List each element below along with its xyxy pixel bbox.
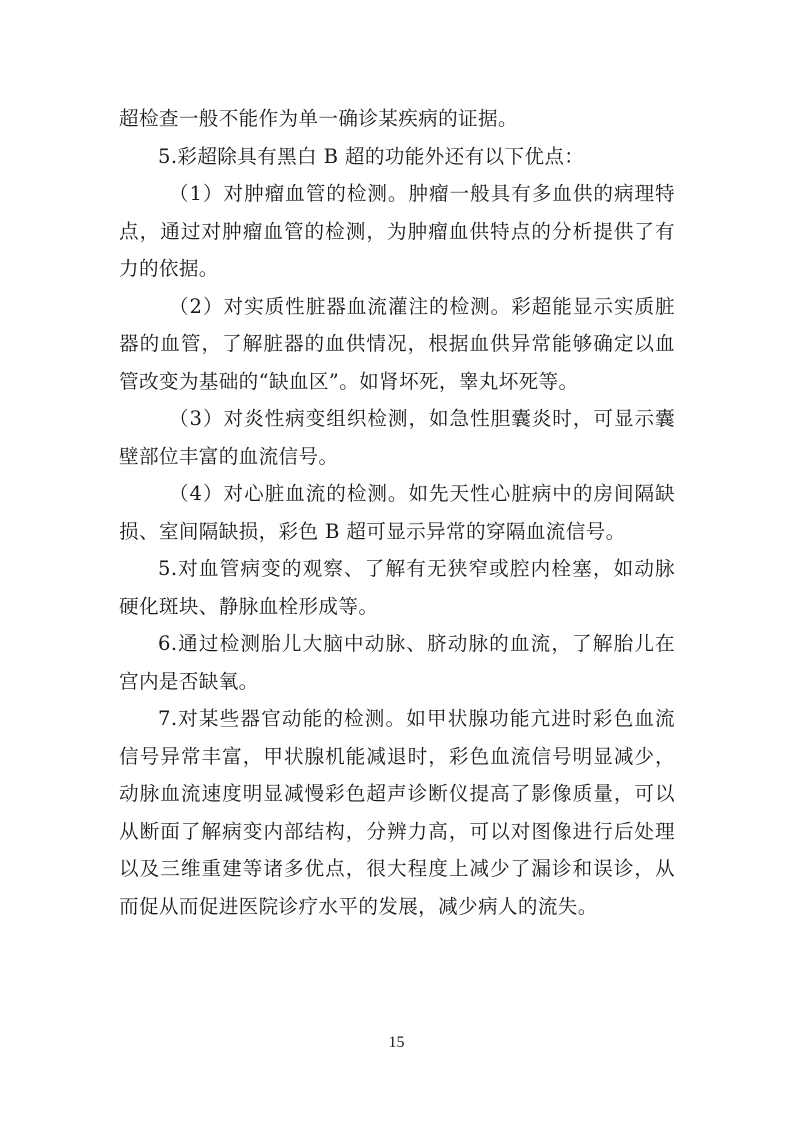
paragraph-section-5-heading: 5.彩超除具有黑白 B 超的功能外还有以下优点：	[158, 144, 585, 168]
paragraph-item-3: （3）对炎性病变组织检测，如急性胆囊炎时，可显示囊壁部位丰富的血流信号。	[119, 407, 675, 468]
body-text	[119, 100, 675, 925]
paragraph-continuation: 超检查一般不能作为单一确诊某疾病的证据。	[119, 107, 518, 130]
paragraph-item-4: （4）对心脏血流的检测。如先天性心脏病中的房间隔缺损、室间隔缺损，彩色 B 超可显示异常的穿隔血流信号。	[119, 482, 675, 543]
paragraph-item-2: （2）对实质性脏器血流灌注的检测。彩超能显示实质脏器的血管，了解脏器的血供情况，根据血供异常能够确定以血管改变为基础的“缺血区”。如肾坏死，睾丸坏死等。	[119, 294, 675, 393]
paragraph-item-1: （1）对肿瘤血管的检测。肿瘤一般具有多血供的病理特点，通过对肿瘤血管的检测，为肿瘤血供特点的分析提供了有力的依据。	[119, 182, 675, 280]
paragraph-section-5-vascular: 5.对血管病变的观察、了解有无狭窄或腔内栓塞，如动脉硬化斑块、静脉血栓形成等。	[119, 557, 675, 618]
paragraph-section-6: 6.通过检测胎儿大脑中动脉、脐动脉的血流，了解胎儿在宫内是否缺氧。	[119, 632, 675, 693]
paragraph-section-7: 7.对某些器官动能的检测。如甲状腺功能亢进时彩色血流信号异常丰富，甲状腺机能减退时，彩色血流信号明显减少，动脉血流速度明显减慢彩色超声诊断仪提高了影像质量，可以从断面了解病变内部结构，分辨力高，可以对图像进行后处理以及三维重建等诸多优点，很大程度上减少了漏诊和误诊，从而促从而促进医院诊疗水平的发展，减少病人的流失。	[119, 707, 675, 918]
page-number: 15	[388, 1034, 405, 1051]
